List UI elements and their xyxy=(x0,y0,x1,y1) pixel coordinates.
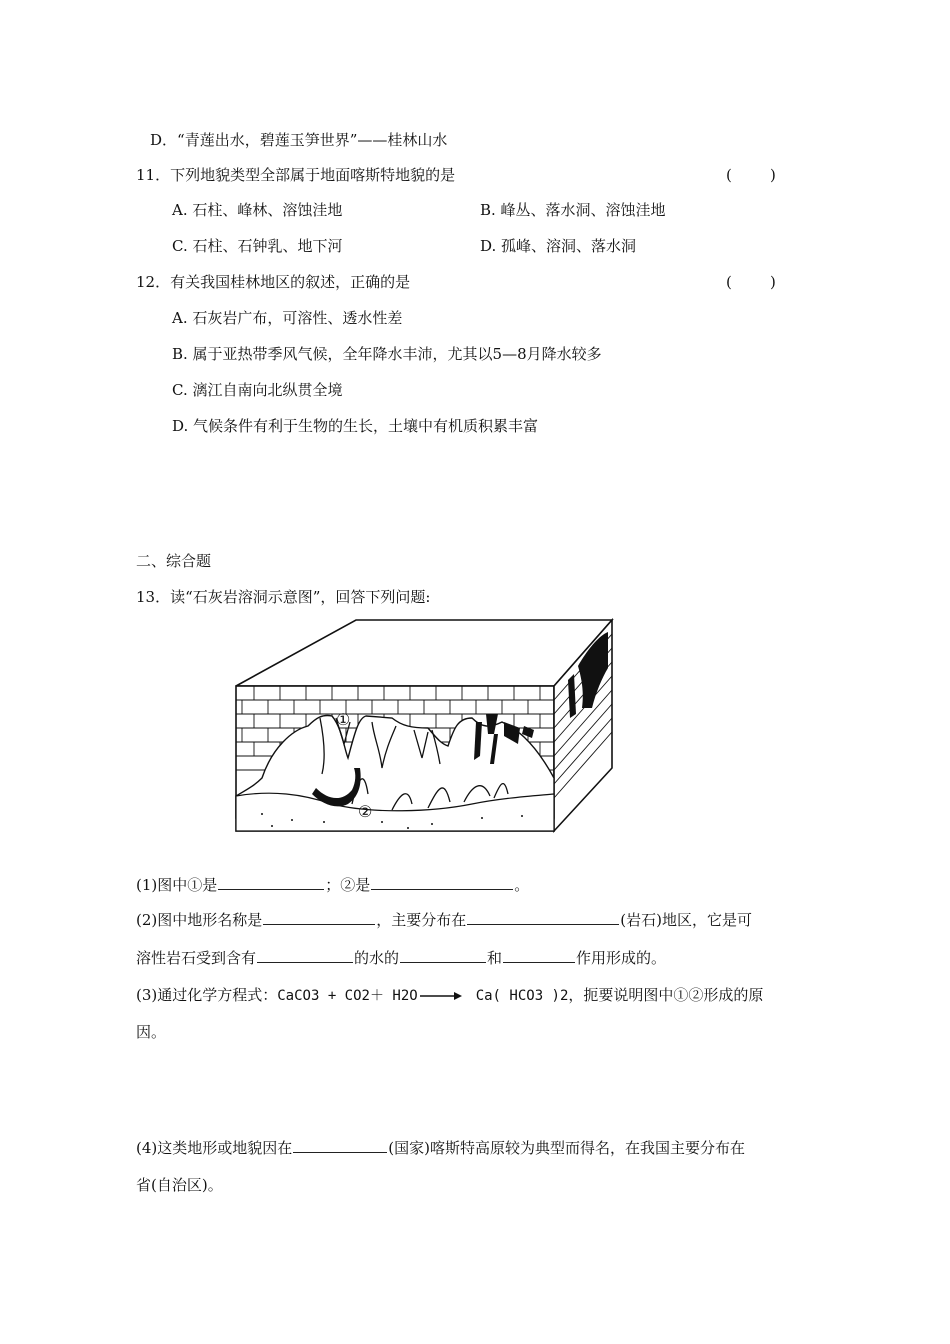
q13-part1-text-b: ；②是 xyxy=(325,876,371,894)
q12-option-d: D. 气候条件有利于生物的生长，土壤中有机质积累丰富 xyxy=(172,417,539,435)
q13-part4-text-b: (国家)喀斯特高原较为典型而得名，在我国主要分布在 xyxy=(388,1139,745,1157)
answer-blank[interactable] xyxy=(467,908,619,925)
section-heading: 二、综合题 xyxy=(136,552,212,570)
q13-part3-cont: 因。 xyxy=(136,1023,167,1041)
q13-part2 xyxy=(136,908,752,930)
q10-option-d: D．“青莲出水，碧莲玉笋世界”——桂林山水 xyxy=(150,131,448,149)
q13-part1-text-c: 。 xyxy=(514,876,530,894)
q11-option-b: B. 峰丛、落水洞、溶蚀洼地 xyxy=(480,201,666,219)
equation-product: Ca( HCO3 )2 xyxy=(475,988,569,1004)
q13-part3-text-a: (3)通过化学方程式： xyxy=(136,986,278,1004)
q13-part1 xyxy=(136,873,529,895)
q12-option-a: A. 石灰岩广布，可溶性、透水性差 xyxy=(172,309,403,327)
reaction-arrow-icon xyxy=(418,991,462,1001)
q13-part2-text-a: (2)图中地形名称是 xyxy=(136,911,263,929)
figure-label-2: ② xyxy=(358,802,373,821)
answer-blank[interactable] xyxy=(503,946,575,963)
answer-blank[interactable] xyxy=(263,908,375,925)
q13-part2-cont-text-a: 溶性岩石受到含有 xyxy=(136,949,257,967)
answer-blank[interactable] xyxy=(400,946,486,963)
q13-part2-text-c: (岩石)地区，它是可 xyxy=(620,911,752,929)
q13-part2-text-b: ，主要分布在 xyxy=(376,911,467,929)
answer-blank[interactable] xyxy=(371,873,513,890)
q13-part2-cont-text-b: 的水的 xyxy=(354,949,400,967)
limestone-cave-diagram xyxy=(232,618,617,838)
q11-option-d: D. 孤峰、溶洞、落水洞 xyxy=(480,237,637,255)
q13-part2-cont-text-c: 和 xyxy=(487,949,503,967)
q13-part1-text-a: (1)图中①是 xyxy=(136,876,218,894)
q13-part4 xyxy=(136,1136,745,1158)
q11-option-a: A. 石柱、峰林、溶蚀洼地 xyxy=(172,201,343,219)
q12-option-b: B. 属于亚热带季风气候，全年降水丰沛，尤其以5—8月降水较多 xyxy=(172,345,602,363)
q12-stem: 12．有关我国桂林地区的叙述，正确的是 xyxy=(136,273,411,291)
q13-part3-text-b: ，扼要说明图中①②形成的原 xyxy=(568,986,764,1004)
q13-part3 xyxy=(136,985,763,1006)
q13-part2-cont-text-d: 作用形成的。 xyxy=(576,949,667,967)
q12-answer-paren: ( ) xyxy=(726,273,776,291)
answer-blank[interactable] xyxy=(218,873,324,890)
q11-option-c: C. 石柱、石钟乳、地下河 xyxy=(172,237,343,255)
q13-stem: 13．读“石灰岩溶洞示意图”，回答下列问题: xyxy=(136,588,431,606)
equation-reactants: CaCO3 + CO2＋ H2O xyxy=(277,988,418,1004)
q13-part4-text-a: (4)这类地形或地貌因在 xyxy=(136,1139,293,1157)
q11-stem: 11．下列地貌类型全部属于地面喀斯特地貌的是 xyxy=(136,166,456,184)
answer-blank[interactable] xyxy=(257,946,353,963)
q12-option-c: C. 漓江自南向北纵贯全境 xyxy=(172,381,343,399)
q13-part4-cont: 省(自治区)。 xyxy=(136,1176,223,1194)
q13-part2-cont xyxy=(136,946,666,968)
q11-answer-paren: ( ) xyxy=(726,166,776,184)
figure-label-1: ① xyxy=(336,710,351,729)
answer-blank[interactable] xyxy=(293,1136,387,1153)
